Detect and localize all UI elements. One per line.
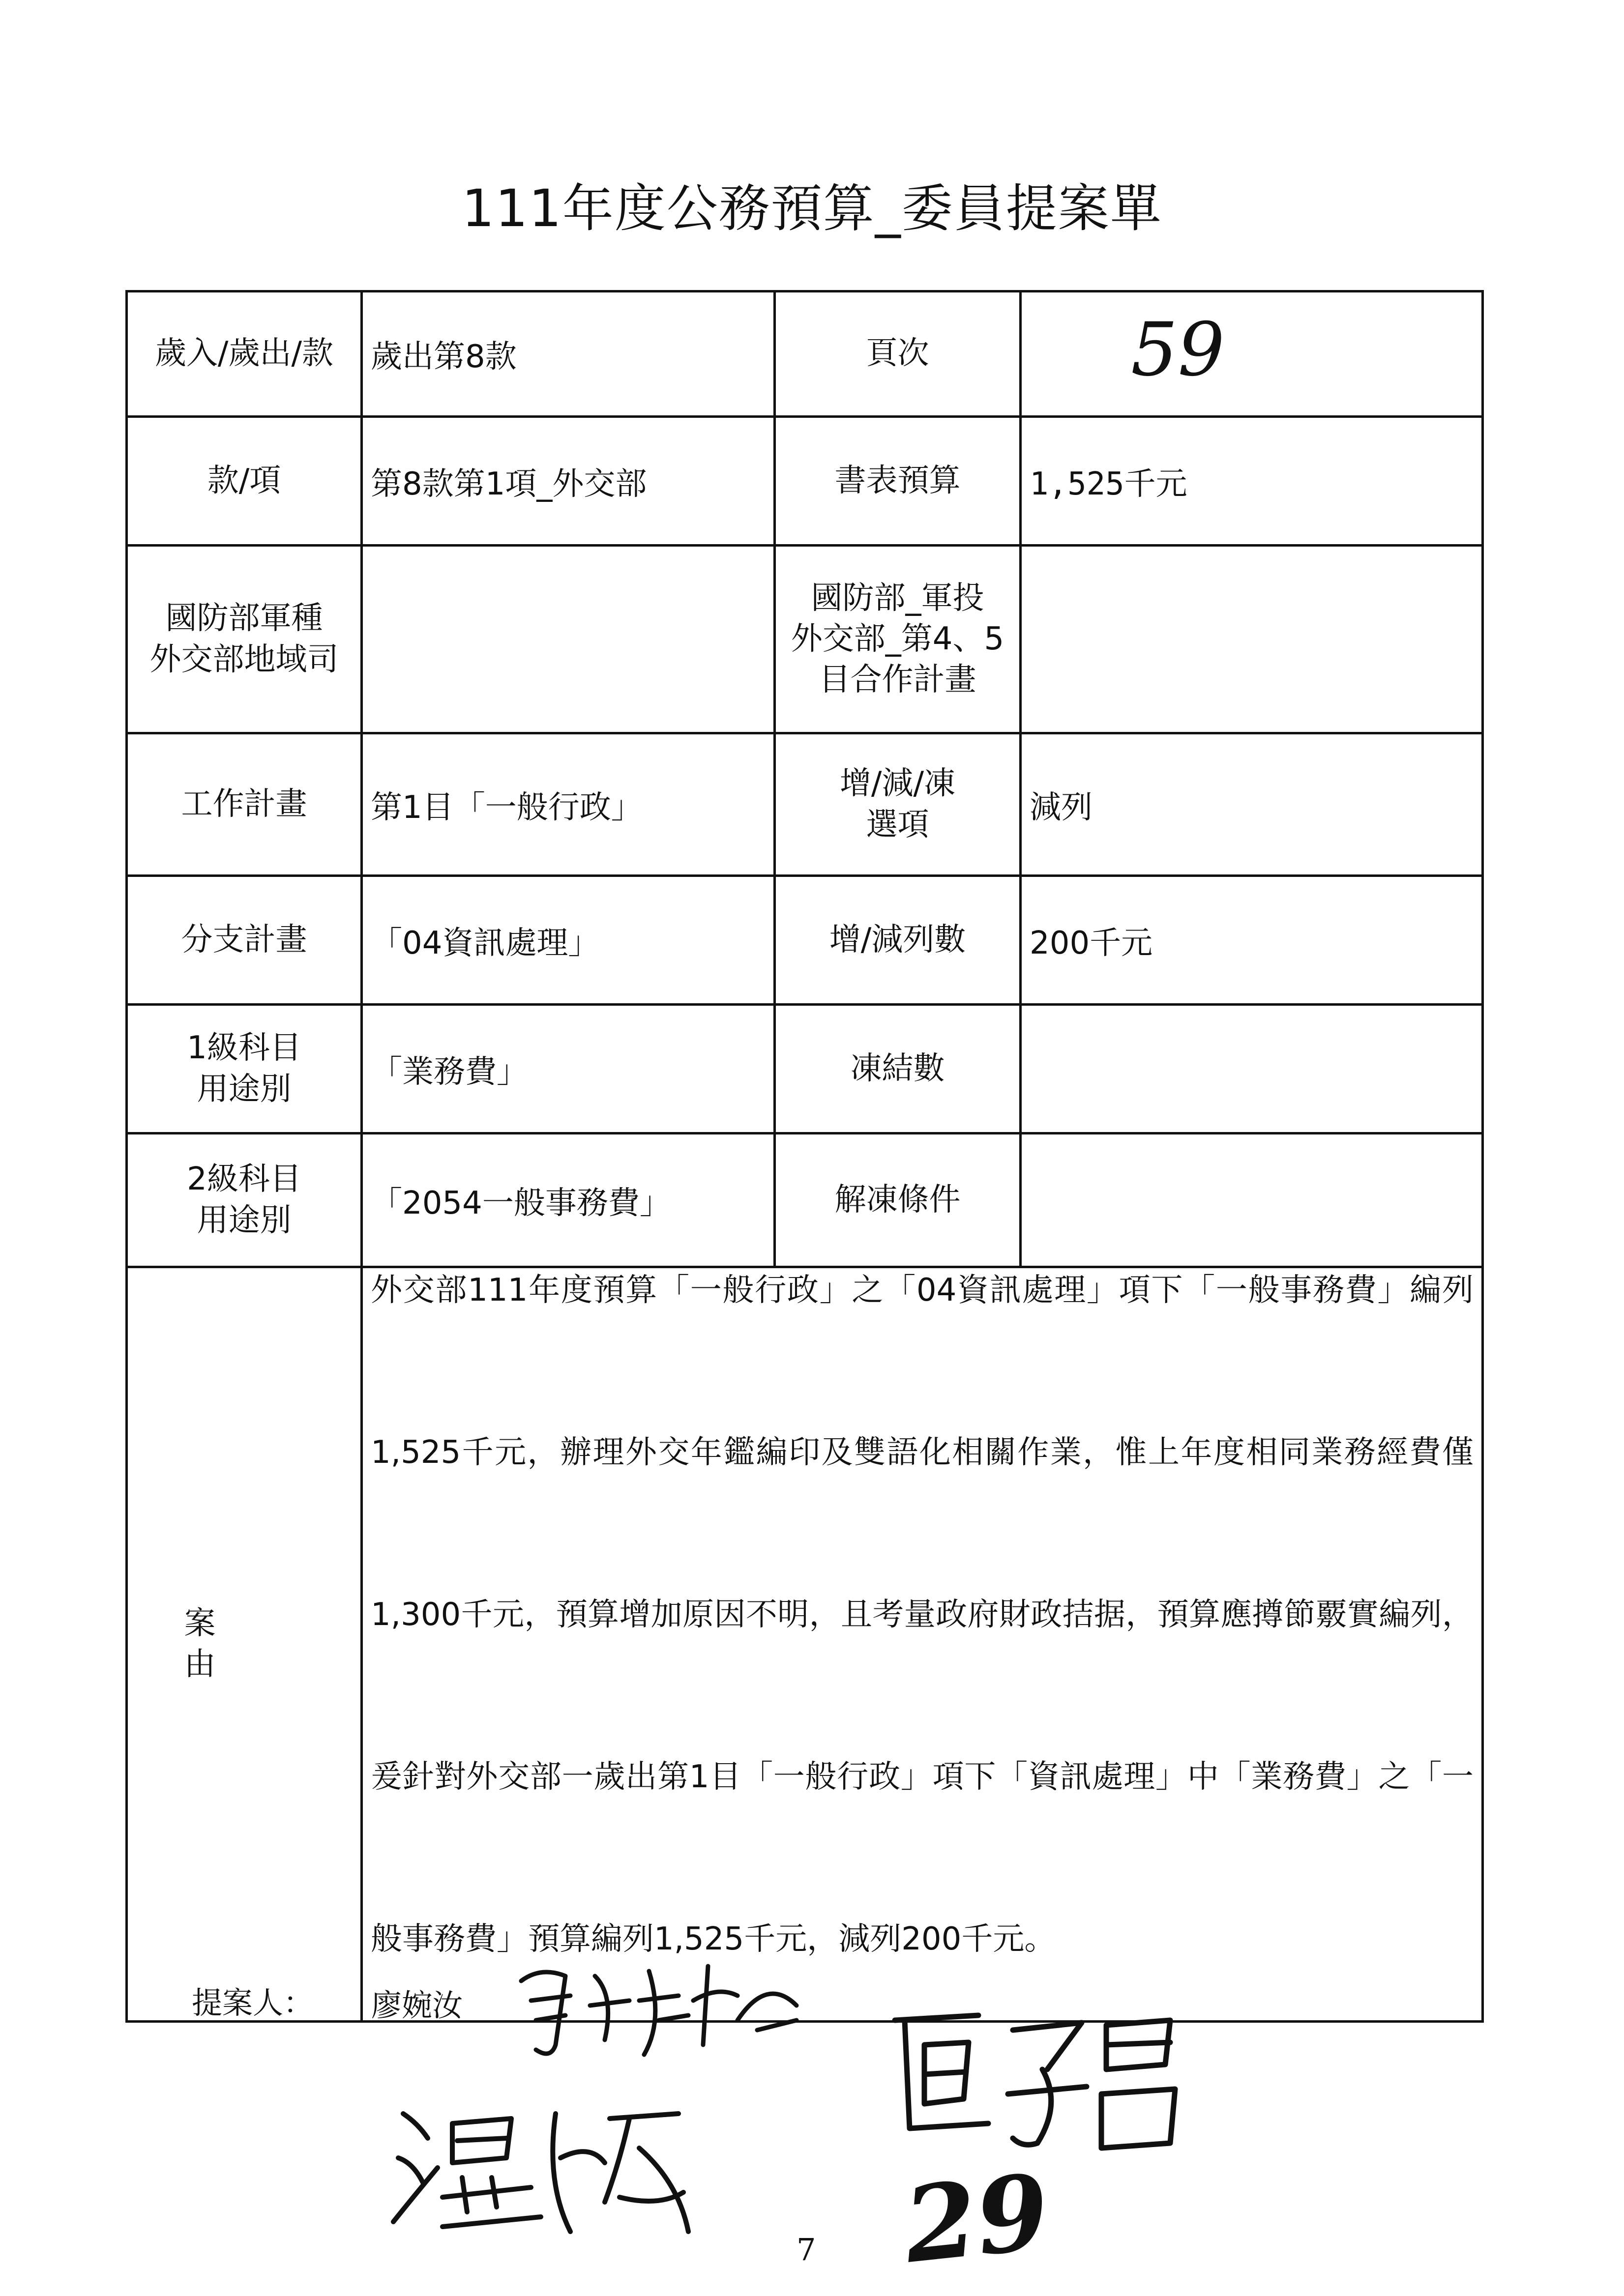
row-value-work-plan: 第1目「一般行政」 <box>362 733 775 876</box>
row-label-department: 國防部軍種 外交部地域司 <box>127 546 362 733</box>
row-label-level1-subject: 1級科目 用途別 <box>127 1005 362 1133</box>
reason-label: 案由 <box>127 1267 362 2022</box>
proposal-form-table <box>125 290 1484 2023</box>
row-value-sub-plan: 「04資訊處理」 <box>362 876 775 1005</box>
row-label-unfreeze-condition: 解凍條件 <box>775 1133 1021 1267</box>
row-label-option: 增/減/凍 選項 <box>775 733 1021 876</box>
row-value-option: 減列 <box>1021 733 1483 876</box>
row-value-cooperation-plan <box>1021 546 1483 733</box>
row-label-item: 款/項 <box>127 417 362 546</box>
row-value-level2-subject: 「2054一般事務費」 <box>362 1133 775 1267</box>
row-value-page <box>1021 291 1483 417</box>
row-value-revenue-expenditure: 歲出第8款 <box>362 291 775 417</box>
row-label-change-amount: 增/減列數 <box>775 876 1021 1005</box>
reason-text: 外交部111年度預算「一般行政」之「04資訊處理」項下「一般事務費」編列1,525千元，辦理外交年鑑編印及雙語化相關作業，惟上年度相同業務經費僅1,300千元，預算增加原因不明，且考量政府財政拮据，預算應撙節覈實編列，爰針對外交部一歲出第1目「一般行政」項下「資訊處理」中「業務費」之「一般事務費」預算編列1,525千元，減列200千元。 <box>371 1272 1474 1957</box>
row-value-frozen-amount <box>1021 1005 1483 1133</box>
row-label-page: 頁次 <box>775 291 1021 417</box>
row-value-level1-subject: 「業務費」 <box>362 1005 775 1133</box>
row-value-department <box>362 546 775 733</box>
row-label-budget: 書表預算 <box>775 417 1021 546</box>
proposer-label: 提案人： <box>192 1985 314 2021</box>
row-label-revenue-expenditure: 歲入/歲出/款 <box>127 291 362 417</box>
row-label-frozen-amount: 凍結數 <box>775 1005 1021 1133</box>
row-label-work-plan: 工作計畫 <box>127 733 362 876</box>
proposer-name: 廖婉汝 <box>371 1987 463 2023</box>
handwritten-number: 29 <box>898 2151 1055 2287</box>
row-label-cooperation-plan: 國防部_軍投 外交部_第4、5 目合作計畫 <box>775 546 1021 733</box>
form-row <box>127 291 1483 417</box>
page-number: 7 <box>797 2232 816 2267</box>
form-row <box>127 417 1483 546</box>
row-value-item: 第8款第1項_外交部 <box>362 417 775 546</box>
form-row <box>127 546 1483 733</box>
signature-2 <box>384 2084 698 2246</box>
row-value-change-amount: 200千元 <box>1021 876 1483 1005</box>
form-title: 111年度公務預算_委員提案單 <box>462 178 1162 238</box>
signature-1 <box>502 1947 806 2074</box>
signature-3 <box>875 1996 1190 2163</box>
form-row <box>127 733 1483 876</box>
row-value-budget: 1,525千元 <box>1021 417 1483 546</box>
form-row <box>127 876 1483 1005</box>
handwritten-page-number: 59 <box>1131 307 1225 393</box>
reason-cell <box>362 1267 1483 2022</box>
form-row <box>127 1005 1483 1133</box>
row-label-sub-plan: 分支計畫 <box>127 876 362 1005</box>
reason-row <box>127 1267 1483 2022</box>
row-label-level2-subject: 2級科目 用途別 <box>127 1133 362 1267</box>
